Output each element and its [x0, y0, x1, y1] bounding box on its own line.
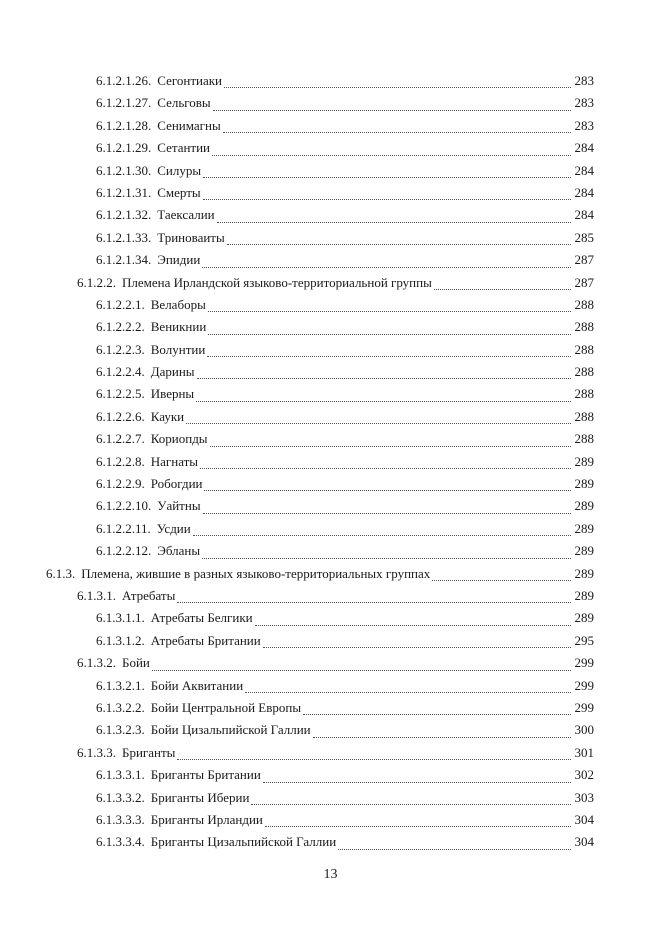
- dot-leader: [204, 490, 570, 491]
- toc-entry-title: Племена, жившие в разных языково-территориальных группах: [81, 563, 432, 585]
- toc-entry[interactable]: [0, 227, 661, 249]
- toc-entry-page: 283: [574, 117, 594, 133]
- dot-leader: [203, 199, 571, 200]
- toc-entry-title: Атребаты Белгики: [151, 607, 255, 629]
- toc-entry-label: [96, 137, 594, 159]
- toc-entry-title: Робогдии: [151, 473, 205, 495]
- table-of-contents: [0, 70, 661, 854]
- toc-entry-title: 6.1.2.2.11.: [96, 518, 153, 540]
- toc-entry-page: 284: [574, 207, 594, 223]
- dot-leader: [251, 804, 570, 805]
- toc-entry-label: [96, 294, 594, 316]
- toc-entry[interactable]: [0, 742, 661, 764]
- toc-entry-label: [96, 383, 594, 405]
- toc-entry-label: [96, 764, 594, 786]
- toc-entry-title: Нагнаты: [151, 451, 200, 473]
- toc-entry-title: 6.1.2.2.10.: [96, 495, 153, 517]
- toc-entry-page: 299: [574, 677, 594, 693]
- toc-entry-page: 295: [574, 632, 594, 648]
- dot-leader: [208, 311, 571, 312]
- toc-entry-page: 289: [574, 587, 594, 603]
- toc-entry[interactable]: [0, 249, 661, 271]
- toc-entry-label: [96, 70, 594, 92]
- dot-leader: [200, 468, 570, 469]
- toc-entry-title: Велаборы: [151, 294, 208, 316]
- toc-entry-title: 6.1.3.3.3.: [96, 809, 147, 831]
- toc-entry-title: Иверны: [151, 383, 196, 405]
- dot-leader: [203, 513, 571, 514]
- toc-entry-page: 287: [574, 252, 594, 268]
- toc-entry[interactable]: [0, 272, 661, 294]
- toc-entry[interactable]: [0, 652, 661, 674]
- toc-entry-title: Эпидии: [157, 249, 202, 271]
- toc-entry-page: 284: [574, 184, 594, 200]
- toc-entry-page: 299: [574, 655, 594, 671]
- toc-entry-label: [77, 742, 594, 764]
- dot-leader: [203, 177, 570, 178]
- toc-entry-title: 6.1.3.1.2.: [96, 630, 147, 652]
- toc-entry-title: 6.1.2.1.33.: [96, 227, 153, 249]
- toc-entry-label: [96, 428, 594, 450]
- toc-entry-label: [96, 339, 594, 361]
- toc-entry-title: 6.1.3.2.3.: [96, 719, 147, 741]
- toc-entry-page: 302: [574, 767, 594, 783]
- toc-entry-label: [96, 607, 594, 629]
- toc-entry-label: [96, 630, 594, 652]
- toc-entry-label: [96, 227, 594, 249]
- toc-entry[interactable]: [0, 585, 661, 607]
- toc-entry-title: 6.1.2.2.7.: [96, 428, 147, 450]
- toc-entry-page: 289: [574, 565, 594, 581]
- toc-entry-title: 6.1.2.2.6.: [96, 406, 147, 428]
- toc-entry[interactable]: [0, 607, 661, 629]
- toc-entry-title: Усдии: [157, 518, 193, 540]
- toc-entry-title: 6.1.2.1.26.: [96, 70, 153, 92]
- toc-entry-page: 288: [574, 341, 594, 357]
- toc-entry-title: Бриганты Иберии: [151, 787, 252, 809]
- toc-entry-page: 288: [574, 386, 594, 402]
- toc-entry[interactable]: [0, 339, 661, 361]
- toc-entry[interactable]: [0, 428, 661, 450]
- toc-entry-label: [96, 697, 594, 719]
- toc-entry-title: Сетантии: [157, 137, 212, 159]
- toc-entry-title: 6.1.2.1.34.: [96, 249, 153, 271]
- toc-entry-title: 6.1.2.2.: [77, 272, 118, 294]
- toc-entry[interactable]: [0, 115, 661, 137]
- toc-entry-label: [96, 316, 594, 338]
- toc-entry-title: 6.1.2.2.12.: [96, 540, 153, 562]
- dot-leader: [213, 110, 571, 111]
- toc-entry-page: 289: [574, 476, 594, 492]
- toc-entry-title: Уайтны: [157, 495, 202, 517]
- toc-entry-page: 288: [574, 364, 594, 380]
- toc-entry-page: 301: [574, 744, 594, 760]
- toc-entry-label: [96, 518, 594, 540]
- dot-leader: [265, 826, 571, 827]
- toc-entry-label: [96, 406, 594, 428]
- toc-entry-title: 6.1.3.3.2.: [96, 787, 147, 809]
- toc-entry[interactable]: [0, 473, 661, 495]
- toc-entry-title: 6.1.3.2.2.: [96, 697, 147, 719]
- toc-entry-label: [96, 787, 594, 809]
- toc-entry-title: 6.1.2.1.32.: [96, 204, 153, 226]
- dot-leader: [177, 759, 570, 760]
- dot-leader: [263, 782, 571, 783]
- toc-entry-title: 6.1.3.3.4.: [96, 831, 147, 853]
- toc-entry-title: Бриганты Ирландии: [151, 809, 265, 831]
- toc-entry[interactable]: [0, 831, 661, 853]
- dot-leader: [338, 849, 570, 850]
- dot-leader: [223, 132, 571, 133]
- toc-entry-label: [96, 809, 594, 831]
- toc-entry[interactable]: [0, 495, 661, 517]
- toc-entry[interactable]: [0, 719, 661, 741]
- toc-entry-page: 288: [574, 319, 594, 335]
- toc-entry-title: 6.1.3.: [46, 563, 77, 585]
- toc-entry-title: 6.1.2.1.31.: [96, 182, 153, 204]
- toc-entry-page: 285: [574, 229, 594, 245]
- dot-leader: [210, 446, 571, 447]
- toc-entry-page: 300: [574, 722, 594, 738]
- toc-entry-title: 6.1.3.1.: [77, 585, 118, 607]
- toc-entry-page: 289: [574, 498, 594, 514]
- toc-entry-title: Веникнии: [151, 316, 209, 338]
- toc-entry-title: 6.1.2.2.9.: [96, 473, 147, 495]
- dot-leader: [186, 423, 570, 424]
- toc-entry-label: [96, 473, 594, 495]
- toc-entry-title: Бойи Аквитании: [151, 675, 245, 697]
- toc-entry-label: [96, 831, 594, 853]
- dot-leader: [227, 244, 571, 245]
- toc-entry-page: 289: [574, 543, 594, 559]
- toc-entry-title: Триноваиты: [157, 227, 226, 249]
- toc-entry-title: Бриганты Цизальпийской Галлии: [151, 831, 338, 853]
- toc-entry-title: 6.1.3.2.: [77, 652, 118, 674]
- dot-leader: [196, 401, 570, 402]
- dot-leader: [152, 670, 571, 671]
- toc-entry-label: [96, 719, 594, 741]
- toc-entry[interactable]: [0, 316, 661, 338]
- toc-entry-label: [96, 182, 594, 204]
- toc-entry-label: [96, 495, 594, 517]
- toc-entry-title: Сенимагны: [157, 115, 222, 137]
- toc-entry[interactable]: [0, 383, 661, 405]
- toc-entry[interactable]: [0, 675, 661, 697]
- toc-entry-title: 6.1.2.1.29.: [96, 137, 153, 159]
- toc-entry[interactable]: [0, 406, 661, 428]
- toc-entry-page: 284: [574, 140, 594, 156]
- toc-entry-title: Атребаты: [122, 585, 177, 607]
- toc-entry-label: [96, 675, 594, 697]
- toc-entry-page: 288: [574, 296, 594, 312]
- toc-entry[interactable]: [0, 294, 661, 316]
- toc-entry-page: 283: [574, 73, 594, 88]
- dot-leader: [434, 289, 571, 290]
- toc-entry-title: Бриганты: [122, 742, 177, 764]
- toc-entry[interactable]: [0, 137, 661, 159]
- dot-leader: [255, 625, 571, 626]
- toc-entry-page: 299: [574, 699, 594, 715]
- toc-entry-label: [46, 563, 594, 585]
- toc-entry[interactable]: [0, 204, 661, 226]
- toc-entry[interactable]: [0, 563, 661, 585]
- toc-entry-title: Кориопды: [151, 428, 210, 450]
- toc-entry-title: 6.1.2.2.3.: [96, 339, 147, 361]
- toc-entry-title: Волунтии: [151, 339, 208, 361]
- dot-leader: [202, 558, 570, 559]
- toc-entry-label: [77, 585, 594, 607]
- dot-leader: [197, 378, 571, 379]
- toc-entry[interactable]: [0, 518, 661, 540]
- toc-entry-page: 284: [574, 162, 594, 178]
- toc-entry-title: 6.1.2.2.4.: [96, 361, 147, 383]
- dot-leader: [303, 714, 570, 715]
- toc-entry-title: Дарины: [151, 361, 197, 383]
- toc-entry-label: [77, 652, 594, 674]
- toc-entry-page: 288: [574, 408, 594, 424]
- toc-entry-title: Эбланы: [157, 540, 202, 562]
- page-number: 13: [323, 867, 338, 882]
- toc-entry-title: 6.1.3.3.: [77, 742, 118, 764]
- toc-entry[interactable]: [0, 787, 661, 809]
- toc-entry-label: [96, 115, 594, 137]
- toc-entry-title: Атребаты Британии: [151, 630, 263, 652]
- toc-entry[interactable]: [0, 764, 661, 786]
- toc-entry-page: 304: [574, 811, 594, 827]
- dot-leader: [208, 334, 570, 335]
- toc-entry-title: 6.1.2.2.5.: [96, 383, 147, 405]
- toc-entry-page: 304: [574, 834, 594, 850]
- toc-entry[interactable]: [0, 540, 661, 562]
- toc-entry-title: Бойи: [122, 652, 152, 674]
- toc-entry-title: 6.1.2.2.8.: [96, 451, 147, 473]
- toc-entry-page: 289: [574, 453, 594, 469]
- toc-entry-title: Таексалии: [157, 204, 216, 226]
- toc-entry-title: 6.1.2.2.1.: [96, 294, 147, 316]
- toc-entry-title: Племена Ирландской языково-территориальной группы: [122, 272, 434, 294]
- dot-leader: [212, 155, 570, 156]
- toc-entry-label: [96, 451, 594, 473]
- dot-leader: [207, 356, 570, 357]
- toc-entry[interactable]: [0, 630, 661, 652]
- toc-entry-title: Смерты: [157, 182, 202, 204]
- dot-leader: [177, 602, 570, 603]
- dot-leader: [217, 222, 571, 223]
- dot-leader: [193, 535, 571, 536]
- toc-entry-page: 287: [574, 274, 594, 290]
- toc-entry-title: 6.1.2.1.30.: [96, 160, 153, 182]
- toc-entry-title: Бойи Центральной Европы: [151, 697, 303, 719]
- toc-entry[interactable]: [0, 451, 661, 473]
- toc-entry-page: 289: [574, 610, 594, 626]
- toc-entry-title: Силуры: [157, 160, 203, 182]
- toc-entry-label: [96, 361, 594, 383]
- dot-leader: [202, 267, 570, 268]
- toc-entry[interactable]: [0, 361, 661, 383]
- toc-entry-title: Кауки: [151, 406, 186, 428]
- toc-entry-page: 283: [574, 95, 594, 111]
- toc-entry-label: [96, 540, 594, 562]
- toc-entry[interactable]: [0, 182, 661, 204]
- toc-entry-label: [96, 92, 594, 114]
- toc-entry-title: 6.1.2.2.2.: [96, 316, 147, 338]
- toc-entry-title: Бриганты Британии: [151, 764, 263, 786]
- toc-entry[interactable]: [0, 160, 661, 182]
- toc-entry-page: 288: [574, 431, 594, 447]
- dot-leader: [224, 87, 571, 88]
- toc-entry-title: Бойи Цизальпийской Галлии: [151, 719, 313, 741]
- toc-entry-title: 6.1.2.1.27.: [96, 92, 153, 114]
- toc-entry-title: 6.1.3.2.1.: [96, 675, 147, 697]
- toc-entry-title: Сегонтиаки: [157, 70, 224, 92]
- toc-entry-label: [96, 160, 594, 182]
- toc-entry-page: 303: [574, 789, 594, 805]
- toc-entry[interactable]: [0, 809, 661, 831]
- toc-entry-label: [77, 272, 594, 294]
- toc-entry[interactable]: [0, 697, 661, 719]
- toc-entry[interactable]: [0, 92, 661, 114]
- toc-entry-label: [96, 204, 594, 226]
- toc-entry-title: 6.1.3.3.1.: [96, 764, 147, 786]
- dot-leader: [432, 580, 570, 581]
- toc-entry-title: 6.1.2.1.28.: [96, 115, 153, 137]
- toc-entry-page: 289: [574, 520, 594, 536]
- toc-entry[interactable]: [0, 70, 661, 92]
- dot-leader: [245, 692, 570, 693]
- toc-entry-title: Сельговы: [157, 92, 212, 114]
- dot-leader: [263, 647, 571, 648]
- toc-entry-label: [96, 249, 594, 271]
- toc-entry-title: 6.1.3.1.1.: [96, 607, 147, 629]
- dot-leader: [313, 737, 571, 738]
